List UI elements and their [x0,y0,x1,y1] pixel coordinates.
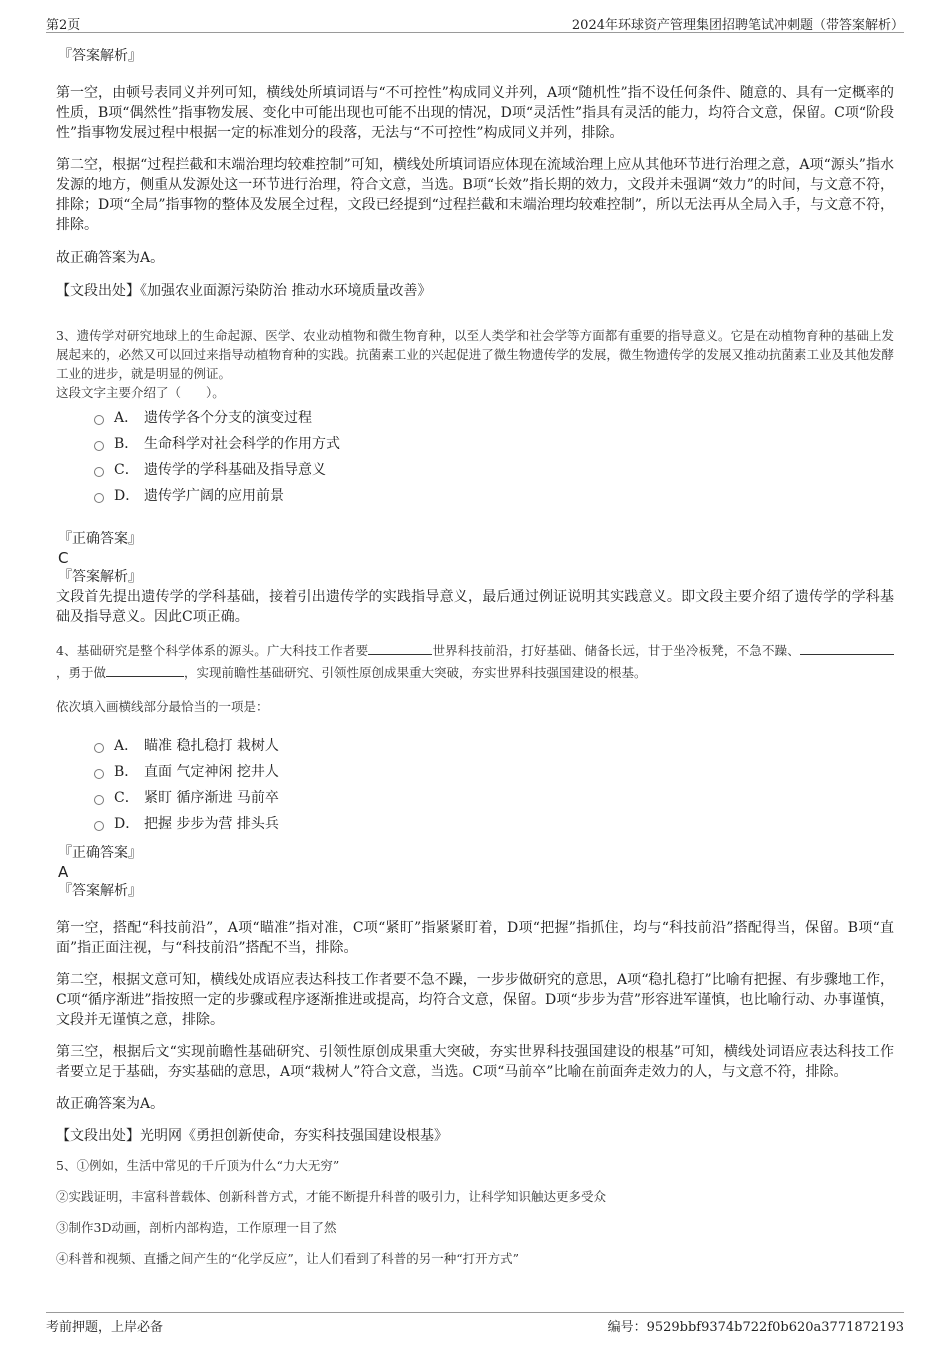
question-prompt: 这段文字主要介绍了（ ）。 [56,385,225,400]
question-stem: 4、基础研究是整个科学体系的源头。广大科技工作者要 世界科技前沿，打好基础、储备长远，甘于坐冷板凳，不急不躁、，勇于做 ，实现前瞻性基础研究、引领性原创成果重大突破，夯实世界科技强国建设的根基。 [56,640,894,684]
document-title: 2024年环球资产管理集团招聘笔试冲刺题（带答案解析） [571,18,904,33]
radio-icon[interactable] [94,743,104,753]
analysis-paragraph: 文段首先提出遗传学的学科基础，接着引出遗传学的实践指导意义，最后通过例证说明其实践意义。即文段主要介绍了遗传学的学科基础及指导意义。因此C项正确。 [56,589,894,625]
footer-slogan: 考前押题，上岸必备 [46,1320,164,1335]
answer-analysis-label: 『答案解析』 [58,48,142,64]
radio-icon[interactable] [94,467,104,477]
page-number: 第2页 [46,18,81,33]
correct-answer-label: 『正确答案』 [58,531,142,547]
option-d[interactable]: D． 遗传学广阔的应用前景 [94,483,894,509]
page-content [56,44,894,1268]
question-sentence: ④科普和视频、直播之间产生的“化学反应”，让人们看到了科普的另一种“打开方式” [56,1251,520,1266]
answer-analysis-label: 『答案解析』 [58,569,142,585]
source-citation: 【文段出处】《加强农业面源污染防治 推动水环境质量改善》 [56,283,432,299]
fill-blank [106,663,184,677]
source-citation: 【文段出处】光明网《勇担创新使命，夯实科技强国建设根基》 [56,1128,448,1144]
option-a[interactable]: A． 遗传学各个分支的演变过程 [94,405,894,431]
question-stem: 3、遗传学对研究地球上的生命起源、医学、农业动植物和微生物育种，以至人类学和社会学等方面都有重要的指导意义。它是在动植物育种的基础上发展起来的，必然又可以回过来指导动植物育种的实践。抗菌素工业的兴起促进了微生物遗传学的发展，微生物遗传学的发展又推动抗菌素工业及其他发酵工业的进步，就是明显的例证。 [56,328,894,381]
analysis-conclusion: 故正确答案为A。 [56,1096,165,1112]
correct-answer-label: 『正确答案』 [58,845,142,861]
option-c[interactable]: C． 紧盯 循序渐进 马前卒 [94,785,894,811]
question-sentence: ③制作3D动画，剖析内部构造，工作原理一目了然 [56,1220,337,1235]
radio-icon[interactable] [94,415,104,425]
fill-blank [800,641,894,655]
correct-answer: C [58,549,69,567]
analysis-paragraph: 第一空，由顿号表同义并列可知，横线处所填词语与“不可控性”构成同义并列，A项“随机性”指不设任何条件、随意的、具有一定概率的性质，B项“偶然性”指事物发展、变化中可能出现也可能不出现的情况，D项“灵活性”指具有灵活的能力，均符合文意，保留。C项“阶段性”指事物发展过程中根据一定的标准划分的段落，无法与“不可控性”构成同义并列，排除。 [56,85,895,141]
options-list [56,405,894,509]
analysis-paragraph: 第二空，根据文意可知，横线处成语应表达科技工作者要不急不躁，一步步做研究的意思，A项“稳扎稳打”比喻有把握、有步骤地工作，C项“循序渐进”指按照一定的步骤或程序逐渐推进或提高，均符合文意，保留。D项“步步为营”形容进军谨慎，也比喻行动、办事谨慎，文段并无谨慎之意，排除。 [56,972,894,1028]
radio-icon[interactable] [94,441,104,451]
analysis-paragraph: 第二空，根据“过程拦截和末端治理均较难控制”可知，横线处所填词语应体现在流域治理上应从其他环节进行治理之意，A项“源头”指水发源的地方，侧重从发源处这一环节进行治理，符合文意，当选。B项“长效”指长期的效力，文段并未强调“效力”的时间，与文意不符，排除；D项“全局”指事物的整体及发展全过程，文段已经提到“过程拦截和末端治理均较难控制”，所以无法再从全局入手，与文意不符，排除。 [56,157,894,233]
question-sentence: ②实践证明，丰富科普载体、创新科普方式，才能不断提升科普的吸引力，让科学知识触达更多受众 [56,1189,607,1204]
option-b[interactable]: B． 生命科学对社会科学的作用方式 [94,431,894,457]
analysis-conclusion: 故正确答案为A。 [56,250,165,266]
answer-analysis-label: 『答案解析』 [58,883,142,899]
analysis-paragraph: 第三空，根据后文“实现前瞻性基础研究、引领性原创成果重大突破，夯实世界科技强国建设的根基”可知，横线处词语应表达科技工作者要立足于基础，夯实基础的意思，A项“栽树人”符合文意，当选。C项“马前卒”比喻在前面奔走效力的人，与文意不符，排除。 [56,1044,894,1080]
options-list [56,733,894,837]
correct-answer: A [58,863,69,881]
question-sentence: 5、①例如，生活中常见的千斤顶为什么“力大无穷” [56,1158,340,1173]
document-code: 编号：9529bbf9374b722f0b620a3771872193 [607,1320,904,1335]
option-a[interactable]: A． 瞄准 稳扎稳打 栽树人 [94,733,894,759]
option-b[interactable]: B． 直面 气定神闲 挖井人 [94,759,894,785]
radio-icon[interactable] [94,821,104,831]
page-header [46,12,904,33]
radio-icon[interactable] [94,795,104,805]
option-d[interactable]: D． 把握 步步为营 排头兵 [94,811,894,837]
fill-blank [368,641,432,655]
radio-icon[interactable] [94,769,104,779]
question-prompt: 依次填入画横线部分最恰当的一项是： [56,699,269,714]
page-footer [46,1312,904,1335]
option-c[interactable]: C． 遗传学的学科基础及指导意义 [94,457,894,483]
radio-icon[interactable] [94,493,104,503]
analysis-paragraph: 第一空，搭配“科技前沿”，A项“瞄准”指对准，C项“紧盯”指紧紧盯着，D项“把握”指抓住，均与“科技前沿”搭配得当，保留。B项“直面”指正面注视，与“科技前沿”搭配不当，排除。 [56,920,894,956]
